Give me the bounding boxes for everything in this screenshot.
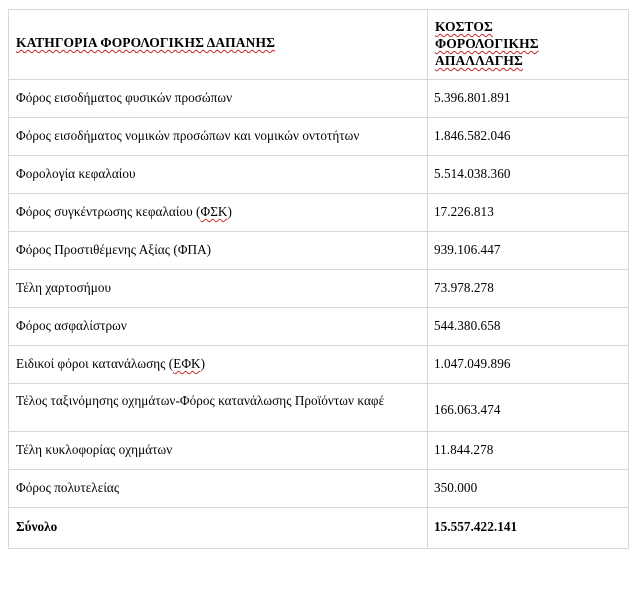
cell-cost	[428, 232, 629, 270]
cell-category	[9, 432, 428, 470]
cell-cost	[428, 270, 629, 308]
cell-cost	[428, 470, 629, 508]
cell-total-cost	[428, 508, 629, 549]
table-row	[9, 470, 629, 508]
row-category-text-tail: )	[200, 356, 206, 371]
total-label-text: Σύνολο	[16, 519, 58, 534]
row-cost-value: 939.106.447	[434, 242, 501, 257]
header-cost-line-3: ΑΠΑΛΛΑΓΗΣ	[435, 53, 523, 68]
row-category-text-flagged: ΕΦΚ	[173, 356, 201, 371]
row-cost-value: 166.063.474	[434, 402, 501, 417]
table-total-row	[9, 508, 629, 549]
row-category-text: Φορολογία κεφαλαίου	[16, 166, 136, 181]
header-cost-line-2: ΦΟΡΟΛΟΓΙΚΗΣ	[435, 36, 539, 51]
row-category-text: Τέλος ταξινόμησης οχημάτων-Φόρος κατανάλωσης Προϊόντων καφέ	[16, 393, 385, 408]
row-category-text: Φόρος πολυτελείας	[16, 480, 120, 495]
cell-category	[9, 194, 428, 232]
cell-cost	[428, 194, 629, 232]
cell-total-label	[9, 508, 428, 549]
cell-cost	[428, 384, 629, 432]
row-cost-value: 73.978.278	[434, 280, 494, 295]
row-category-text-flagged: ΦΣΚ	[200, 204, 228, 219]
row-category-text: Φόρος Προστιθέμενης Αξίας (ΦΠΑ)	[16, 242, 212, 257]
header-category-text: ΚΑΤΗΓΟΡΙΑ ΦΟΡΟΛΟΓΙΚΗΣ ΔΑΠΑΝΗΣ	[16, 35, 275, 50]
row-category-text: Φόρος εισοδήματος φυσικών προσώπων	[16, 90, 233, 105]
row-category-text	[16, 203, 423, 220]
cell-category	[9, 80, 428, 118]
table-row	[9, 80, 629, 118]
table-row	[9, 384, 629, 432]
header-cell-category	[9, 10, 428, 80]
cell-cost	[428, 308, 629, 346]
row-category-text: Φόρος ασφαλίστρων	[16, 318, 127, 333]
cell-cost	[428, 80, 629, 118]
cell-category	[9, 470, 428, 508]
table-row	[9, 232, 629, 270]
cell-cost	[428, 346, 629, 384]
row-cost-value: 1.846.582.046	[434, 128, 511, 143]
row-cost-value: 17.226.813	[434, 204, 494, 219]
row-cost-value: 11.844.278	[434, 442, 494, 457]
cell-category	[9, 156, 428, 194]
table-row	[9, 118, 629, 156]
tax-expenditure-table	[8, 9, 629, 549]
table-row	[9, 432, 629, 470]
table-row	[9, 194, 629, 232]
row-category-text-plain: Ειδικοί φόροι κατανάλωσης (	[16, 356, 174, 371]
row-cost-value: 5.514.038.360	[434, 166, 511, 181]
row-cost-value: 5.396.801.891	[434, 90, 511, 105]
total-cost-value: 15.557.422.141	[434, 519, 518, 534]
row-category-text: Τέλη κυκλοφορίας οχημάτων	[16, 442, 173, 457]
header-cell-cost	[428, 10, 629, 80]
row-category-text-plain: Φόρος συγκέντρωσης κεφαλαίου (	[16, 204, 201, 219]
row-cost-value: 1.047.049.896	[434, 356, 511, 371]
cell-cost	[428, 118, 629, 156]
header-cost-line-1: ΚΟΣΤΟΣ	[435, 19, 493, 34]
table-row	[9, 308, 629, 346]
cell-category	[9, 346, 428, 384]
row-cost-value: 544.380.658	[434, 318, 501, 333]
row-category-text: Φόρος εισοδήματος νομικών προσώπων και νομικών οντοτήτων	[16, 128, 360, 143]
header-label-category	[16, 35, 275, 51]
cell-cost	[428, 156, 629, 194]
cell-category	[9, 384, 428, 432]
row-category-text	[16, 355, 423, 372]
header-label-cost	[435, 18, 539, 69]
table-row	[9, 156, 629, 194]
cell-category	[9, 270, 428, 308]
row-category-text-tail: )	[227, 204, 232, 219]
cell-category	[9, 308, 428, 346]
row-category-text: Τέλη χαρτοσήμου	[16, 280, 112, 295]
table-header-row	[9, 10, 629, 80]
cell-category	[9, 232, 428, 270]
row-cost-value: 350.000	[434, 480, 478, 495]
cell-cost	[428, 432, 629, 470]
table-row	[9, 346, 629, 384]
table-row	[9, 270, 629, 308]
cell-category	[9, 118, 428, 156]
